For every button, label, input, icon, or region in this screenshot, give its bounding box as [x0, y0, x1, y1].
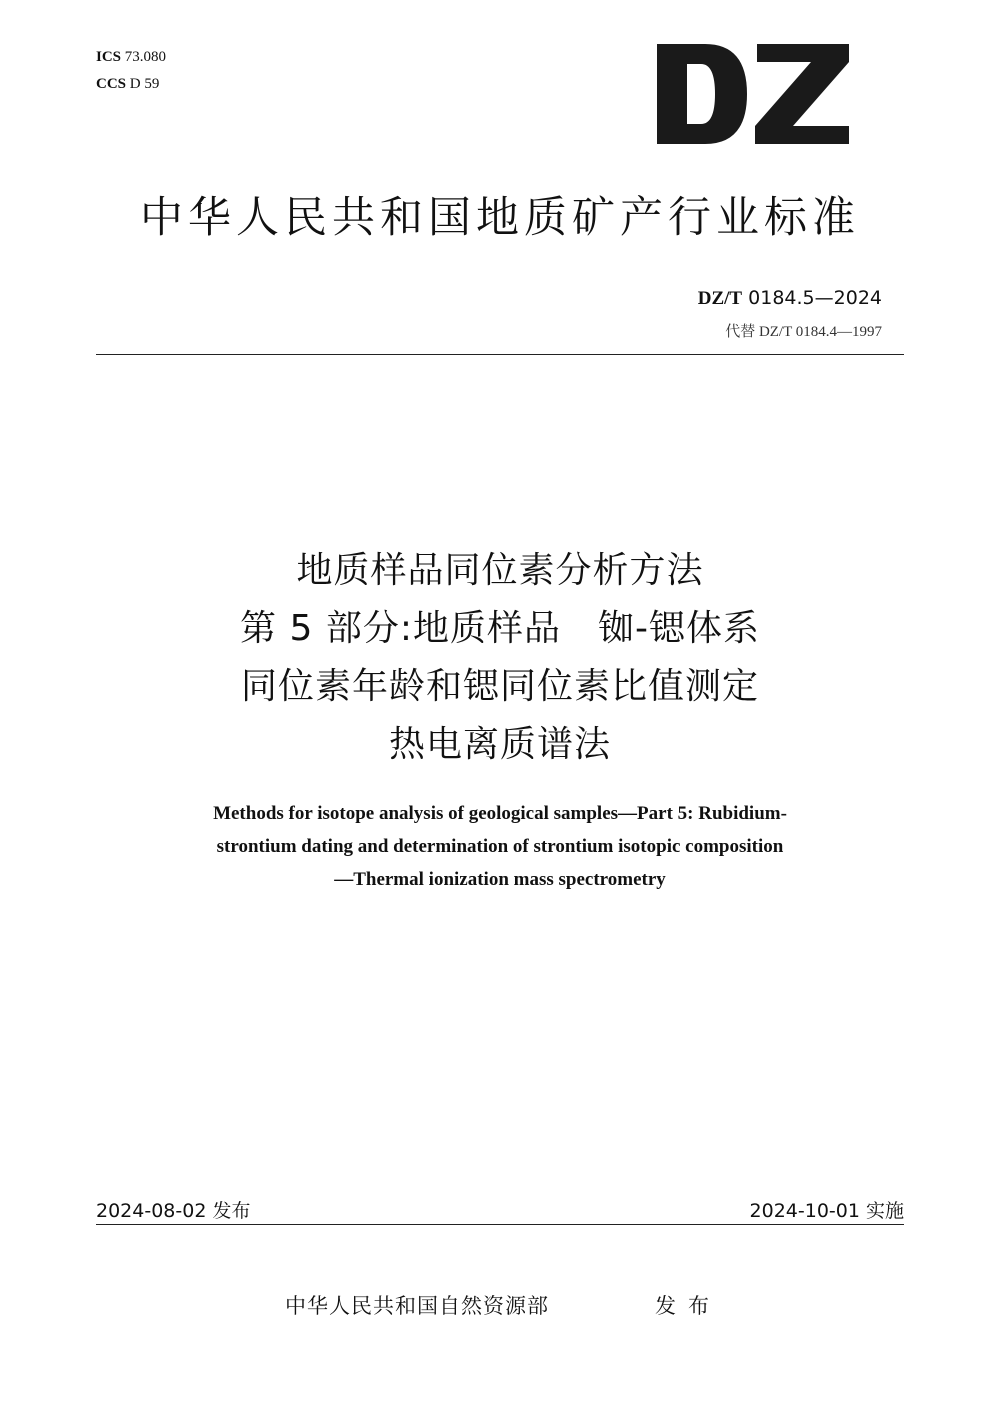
replaces-standard: 代替 DZ/T 0184.4—1997	[725, 324, 882, 340]
effective-date: 2024-10-01 实施	[749, 1200, 904, 1222]
title-line-3: 同位素年龄和锶同位素比值测定	[240, 666, 759, 707]
standard-code-prefix: DZ/T	[697, 288, 743, 309]
title-line-4: 热电离质谱法	[388, 724, 611, 765]
ics-code: ICS 73.080	[96, 49, 167, 65]
standard-code-number: 0184.5—2024	[748, 287, 882, 309]
industry-standard-header: 中华人民共和国地质矿产行业标准	[140, 193, 860, 243]
issuer-action: 发布	[655, 1294, 721, 1318]
english-title-line-3: —Thermal ionization mass spectrometry	[334, 869, 666, 890]
title-line-2: 第 5 部分:地质样品 铷-锶体系	[240, 608, 760, 649]
dz-logo	[653, 44, 853, 144]
english-title-line-1: Methods for isotope analysis of geological samples—Part 5: Rubidium-	[213, 803, 787, 824]
title-line-1: 地质样品同位素分析方法	[296, 550, 704, 591]
classification-codes	[96, 44, 166, 98]
standard-number	[698, 287, 882, 310]
ccs-code: CCS D 59	[96, 76, 160, 92]
header-divider	[96, 354, 904, 355]
english-title-line-2: strontium dating and determination of strontium isotopic composition	[216, 836, 784, 857]
footer-divider	[96, 1224, 904, 1225]
issuer-name: 中华人民共和国自然资源部	[285, 1294, 549, 1318]
document-title	[60, 542, 940, 774]
dz-logo-letter-d	[657, 44, 747, 144]
issue-date: 2024-08-02 发布	[96, 1200, 251, 1222]
dz-logo-letter-z	[755, 44, 849, 144]
english-title	[60, 797, 940, 896]
